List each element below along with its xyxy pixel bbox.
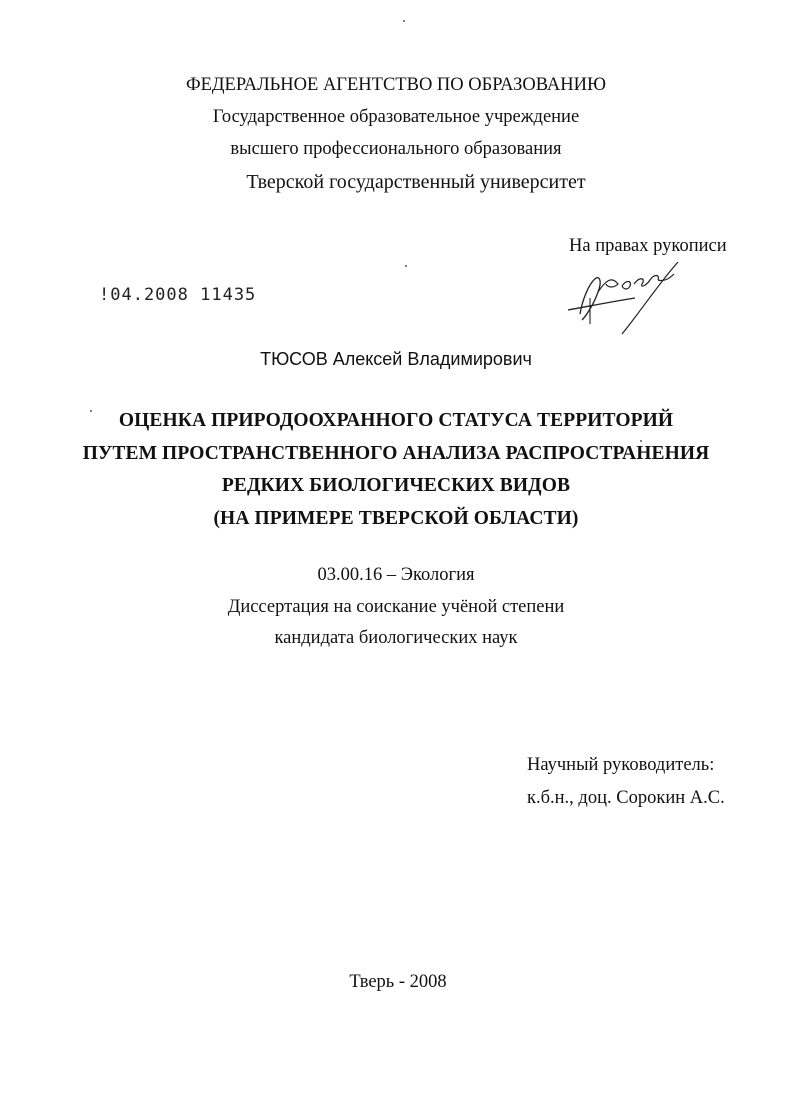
- manuscript-rights-note: На правах рукописи: [569, 236, 727, 256]
- degree-line: Диссертация на соискание учёной степени: [227, 597, 565, 617]
- title-line: ПУТЕМ ПРОСТРАНСТВЕННОГО АНАЛИЗА РАСПРОСТРАНЕНИЯ: [82, 443, 710, 464]
- title-line: (НА ПРИМЕРЕ ТВЕРСКОЙ ОБЛАСТИ): [213, 508, 579, 529]
- scan-speck: [405, 265, 407, 267]
- title-line: РЕДКИХ БИОЛОГИЧЕСКИХ ВИДОВ: [221, 475, 571, 496]
- agency-heading: ФЕДЕРАЛЬНОЕ АГЕНТСТВО ПО ОБРАЗОВАНИЮ: [186, 75, 606, 95]
- handwritten-signature: [560, 262, 680, 342]
- university-name: Тверской государственный университет: [246, 171, 586, 193]
- supervisor-name: к.б.н., доц. Сорокин А.С.: [527, 788, 725, 808]
- institution-type: Государственное образовательное учреждение: [212, 107, 580, 127]
- scan-speck: [640, 440, 642, 442]
- specialty-code: 03.00.16 – Экология: [317, 565, 475, 585]
- scan-speck: [403, 20, 405, 22]
- degree-line: кандидата биологических наук: [274, 628, 518, 648]
- archive-stamp: !04.2008 11435: [99, 285, 257, 305]
- author-name: ТЮСОВ Алексей Владимирович: [260, 349, 532, 369]
- supervisor-label: Научный руководитель:: [527, 755, 715, 775]
- city-year: Тверь - 2008: [349, 972, 447, 992]
- education-level: высшего профессионального образования: [230, 139, 562, 159]
- title-line: ОЦЕНКА ПРИРОДООХРАННОГО СТАТУСА ТЕРРИТОРИЙ: [118, 410, 674, 431]
